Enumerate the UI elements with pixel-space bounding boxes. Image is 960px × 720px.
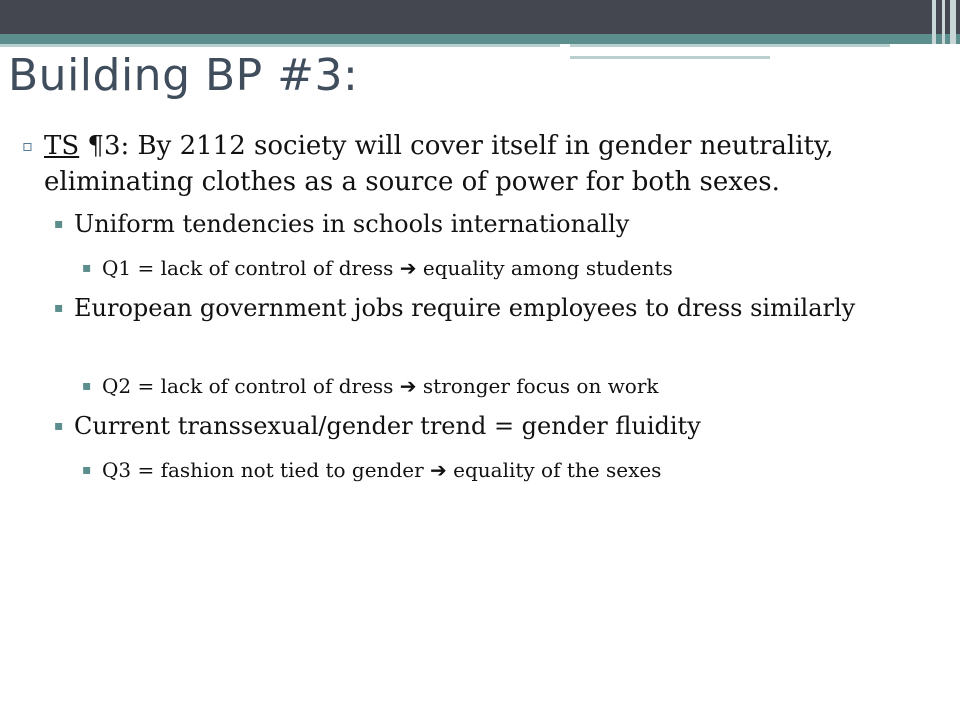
point-text: Current transsexual/gender trend = gender fluidity	[74, 412, 701, 440]
header-teal-band	[0, 34, 960, 44]
list-item	[82, 254, 952, 282]
sub-point-left: Q1 = lack of control of dress	[102, 256, 394, 280]
header-vbar	[932, 0, 936, 44]
sub-point-left: Q2 = lack of control of dress	[102, 374, 394, 398]
header-stripe	[570, 56, 770, 59]
main-point	[22, 128, 954, 200]
arrow-right-icon: ➔	[399, 256, 417, 280]
header-stripe	[575, 51, 885, 53]
list-item	[82, 456, 952, 484]
arrow-right-icon: ➔	[399, 374, 417, 398]
small-square-bullet-icon: ▪	[54, 300, 64, 316]
list-item	[82, 372, 952, 400]
header-stripe	[570, 44, 890, 47]
small-square-bullet-icon: ▪	[82, 378, 92, 394]
sub-point-right: equality of the sexes	[453, 458, 662, 482]
arrow-right-icon: ➔	[430, 458, 447, 482]
small-square-bullet-icon: ▪	[54, 216, 64, 232]
sub-point-right: equality among students	[422, 256, 673, 280]
sub-point-left: Q3 = fashion not tied to gender	[102, 458, 424, 482]
header-dark-band	[0, 0, 960, 34]
slide-title: Building BP #3:	[8, 50, 359, 101]
square-bullet-icon: ▫	[22, 136, 33, 155]
main-point-label: TS	[44, 131, 80, 161]
list-item	[54, 410, 954, 443]
header-vbar	[950, 0, 956, 44]
small-square-bullet-icon: ▪	[82, 260, 92, 276]
header-vbar	[942, 0, 945, 44]
small-square-bullet-icon: ▪	[54, 418, 64, 434]
main-point-text: ¶3: By 2112 society will cover itself in gender neutrality, eliminating clothes as a source of power for both sexes.	[44, 131, 834, 197]
list-item	[54, 292, 954, 325]
sub-point-right: stronger focus on work	[422, 374, 659, 398]
point-text: Uniform tendencies in schools internationally	[74, 210, 630, 238]
point-text: European government jobs require employees to dress similarly	[74, 294, 856, 322]
small-square-bullet-icon: ▪	[82, 462, 92, 478]
header-stripe	[0, 44, 560, 47]
list-item	[54, 208, 954, 241]
